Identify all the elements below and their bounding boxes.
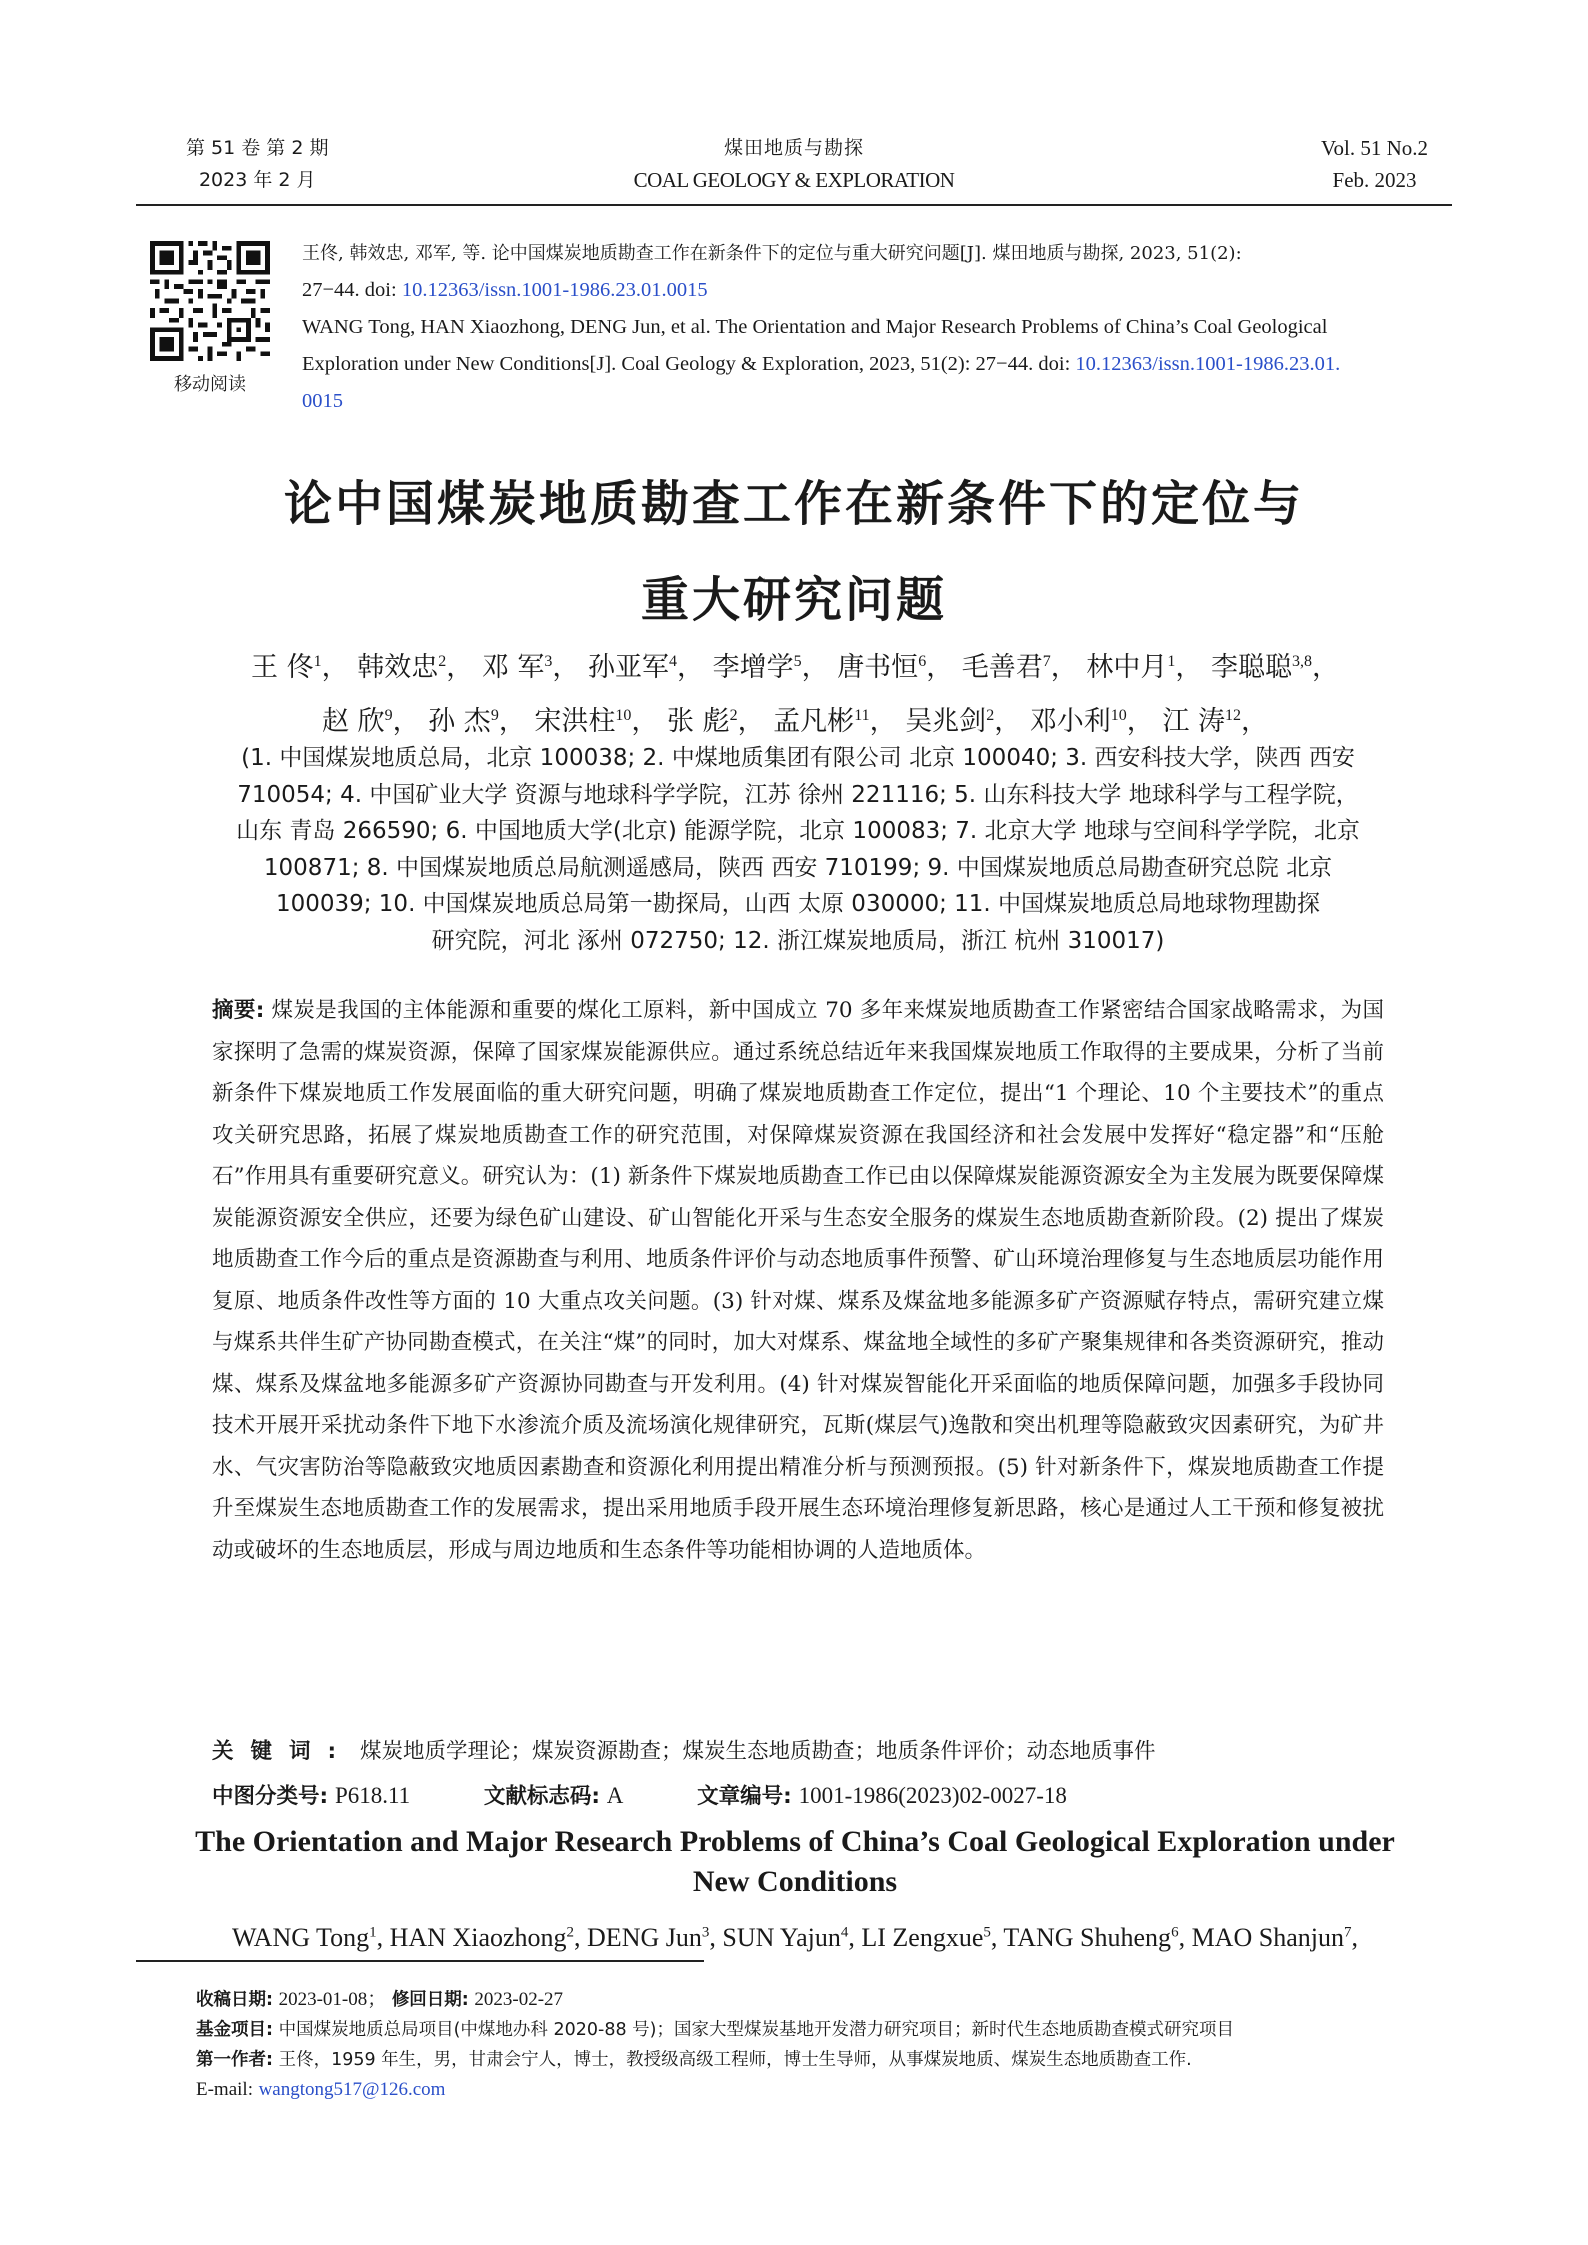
header-center <box>136 132 1452 196</box>
funding-line <box>196 2015 1452 2045</box>
author-affiliation-mark: 6 <box>918 653 927 670</box>
qr-code[interactable] <box>150 241 270 361</box>
affiliation-line: 100871; 8. 中国煤炭地质总局航测遥感局，陕西 西安 710199; 9. 中国煤炭地质总局勘查研究总院 北京 <box>263 854 1333 881</box>
affiliation-line: 100039; 10. 中国煤炭地质总局第一勘探局，山西 太原 030000; 11. 中国煤炭地质总局地球物理勘探 <box>275 891 1321 917</box>
author-name: SUN Yajun <box>722 1922 841 1952</box>
clc-label: 中图分类号: <box>212 1784 329 1809</box>
author-affiliation-mark: 6 <box>1171 1924 1179 1940</box>
author-name: 林中月 <box>1086 652 1168 683</box>
author <box>713 652 802 683</box>
author-name: 张 彪 <box>667 706 730 737</box>
revised-date: 2023-02-27 <box>474 1989 564 2010</box>
author-name: LI Zengxue <box>861 1922 984 1952</box>
first-author-label: 第一作者: <box>196 2050 273 2070</box>
email-line <box>196 2075 1452 2105</box>
author <box>357 652 446 683</box>
author-affiliation-mark: 2 <box>986 707 995 724</box>
author <box>534 706 631 737</box>
author <box>232 1923 377 1952</box>
author-name: HAN Xiaozhong <box>389 1922 567 1952</box>
author <box>1003 1923 1178 1952</box>
english-title-line-2: New Conditions <box>692 1865 898 1898</box>
author <box>1162 706 1241 737</box>
clc-value: P618.11 <box>334 1783 411 1808</box>
keywords <box>212 1732 1384 1772</box>
author-name: 毛善君 <box>961 652 1043 683</box>
english-title <box>140 1822 1450 1902</box>
affiliation-line: 710054; 4. 中国矿业大学 资源与地球科学学院，江苏 徐州 221116; 5. 山东科技大学 地球科学与工程学院， <box>237 781 1359 808</box>
author <box>1030 706 1127 737</box>
footnotes <box>196 1985 1452 2105</box>
author-affiliation-mark: 9 <box>384 707 393 724</box>
author <box>587 1923 709 1952</box>
author <box>428 706 499 737</box>
doi-link-en-cont[interactable]: 0015 <box>302 390 343 412</box>
author-affiliation-mark: 3 <box>544 653 553 670</box>
title-line-2: 重大研究问题 <box>640 572 947 628</box>
author-affiliation-mark: 1 <box>1167 653 1176 670</box>
author <box>667 706 738 737</box>
author-affiliation-mark: 9 <box>490 707 499 724</box>
abstract <box>212 990 1384 1571</box>
author-affiliation-mark: 3,8 <box>1291 653 1312 670</box>
author <box>251 652 322 683</box>
author <box>773 706 869 737</box>
author-affiliation-mark: 2 <box>729 707 738 724</box>
volume-issue-cn: 第 51 卷 第 2 期 <box>186 137 329 159</box>
article-id-value: 1001-1986(2023)02-0027-18 <box>798 1783 1067 1808</box>
citation-en-line2 <box>302 346 1452 383</box>
author-affiliation-mark: 4 <box>840 1924 849 1940</box>
author-affiliation-mark: 7 <box>1042 653 1051 670</box>
qr-label: 移动阅读 <box>174 374 246 395</box>
header-right <box>1321 132 1428 196</box>
author-affiliation-mark: 5 <box>983 1924 991 1940</box>
author-name: 唐书恒 <box>837 652 919 683</box>
author-affiliation-mark: 3 <box>701 1924 710 1940</box>
header-divider <box>136 204 1452 206</box>
journal-header <box>136 132 1452 204</box>
funding-text: 中国煤炭地质总局项目(中煤地办科 2020-88 号)；国家大型煤炭基地开发潜力研究项目；新时代生态地质勘查模式研究项目 <box>278 2020 1234 2040</box>
title-line-1: 论中国煤炭地质勘查工作在新条件下的定位与 <box>283 476 1304 532</box>
author-name: 赵 欣 <box>322 706 385 737</box>
journal-name-cn: 煤田地质与勘探 <box>723 137 864 159</box>
citation-cn-pages: 27−44. doi: <box>302 279 402 301</box>
author-name: 孙 杰 <box>428 706 491 737</box>
first-author-text: 王佟，1959 年生，男，甘肃会宁人，博士，教授级高级工程师，博士生导师，从事煤炭地质、煤炭生态地质勘查工作. <box>278 2050 1192 2070</box>
author <box>588 652 677 683</box>
author <box>1211 652 1312 683</box>
funding-label: 基金项目: <box>196 2020 273 2040</box>
keywords-text: 煤炭地质学理论；煤炭资源勘查；煤炭生态地质勘查；地质条件评价；动态地质事件 <box>359 1739 1156 1764</box>
abstract-label: 摘要: <box>212 998 265 1023</box>
author-affiliation-mark: 1 <box>369 1924 377 1940</box>
received-date: 2023-01-08； <box>278 1989 387 2010</box>
author-affiliation-mark: 1 <box>313 653 322 670</box>
author-name: 李增学 <box>712 652 794 683</box>
author <box>962 652 1051 683</box>
author <box>482 652 553 683</box>
author <box>905 706 994 737</box>
author-name: 江 涛 <box>1162 706 1225 737</box>
author <box>1192 1923 1352 1952</box>
author-affiliation-mark: 4 <box>669 653 677 670</box>
author-name: 孟凡彬 <box>773 706 855 737</box>
english-title-line-1: The Orientation and Major Research Problems of China’s Coal Geological Exploration under <box>195 1825 1395 1858</box>
author-affiliation-mark: 5 <box>793 653 802 670</box>
doi-link-cn[interactable]: 10.12363/issn.1001-1986.23.01.0015 <box>401 279 708 301</box>
citation-cn-text: 王佟, 韩效忠, 邓军, 等. 论中国煤炭地质勘查工作在新条件下的定位与重大研究问题[J]. 煤田地质与勘探, 2023, 51(2): <box>302 243 1242 264</box>
author <box>322 706 393 737</box>
author-list: 王 佟$^1$， 韩效忠$^2$， 邓 军$^3$， 孙亚军$^4$， 李增学$^5$， 唐书恒$^6$， 毛善君$^7$， 林中月$^1$， 李聪聪$^{3,8}$， 赵 欣$^9$， 孙 杰$^9$， 宋洪柱$^{10}$， 张 彪$^2$， 孟凡彬$^{11}$， 吴兆剑$^2$， 邓小利$^{10}$， 江 涛$^{12}$， <box>251 652 1339 737</box>
keywords-label: 关键词: <box>212 1739 354 1764</box>
affiliation-line: 研究院，河北 涿州 072750; 12. 浙江煤炭地质局，浙江 杭州 310017) <box>431 927 1165 954</box>
doc-code-label: 文献标志码: <box>483 1784 600 1809</box>
citation-block <box>302 235 1452 420</box>
first-author-line <box>196 2045 1452 2075</box>
footnote-divider <box>136 1960 704 1962</box>
author-affiliation-mark: 7 <box>1343 1924 1352 1940</box>
classification-line <box>212 1776 1384 1817</box>
author-name: 邓小利 <box>1029 706 1111 737</box>
author-name: 王 佟 <box>251 652 314 683</box>
affiliations <box>142 740 1454 959</box>
volume-issue-en: Vol. 51 No.2 <box>1321 136 1428 160</box>
author <box>861 1923 991 1952</box>
paper-title <box>0 456 1588 648</box>
affiliation-line: (1. 中国煤炭地质总局，北京 100038; 2. 中煤地质集团有限公司 北京 100040; 3. 西安科技大学，陕西 西安 <box>241 745 1355 771</box>
author <box>390 1923 574 1952</box>
citation-en-text2: Exploration under New Conditions[J]. Coal Geology & Exploration, 2023, 51(2): 27−44. doi: <box>302 353 1076 375</box>
doi-link-en[interactable]: 10.12363/issn.1001-1986.23.01. <box>1075 353 1341 375</box>
author-name: MAO Shanjun <box>1191 1922 1344 1952</box>
author <box>722 1923 848 1952</box>
author-name: DENG Jun <box>587 1922 702 1952</box>
citation-cn-line2 <box>302 272 1452 309</box>
author <box>1086 652 1175 683</box>
english-author-list: WANG Tong$^1$, HAN Xiaozhong$^2$, DENG Jun$^3$, SUN Yajun$^4$, LI Zengxue$^5$, TANG Shuheng$^6$, MAO Shanjun$^7$, <box>232 1922 1358 1952</box>
author-affiliation-mark: 10 <box>615 707 632 724</box>
email-label: E-mail: <box>196 2079 253 2100</box>
received-label: 收稿日期: <box>196 1990 273 2010</box>
date-en: Feb. 2023 <box>1332 168 1417 192</box>
author-affiliation-mark: 11 <box>854 707 870 724</box>
doc-code-value: A <box>606 1783 624 1808</box>
author-name: 邓 军 <box>481 652 545 683</box>
author-name: 吴兆剑 <box>905 706 987 737</box>
author-name: 李聪聪 <box>1210 652 1292 683</box>
author-affiliation-mark: 2 <box>566 1924 575 1940</box>
author-name: TANG Shuheng <box>1003 1922 1172 1952</box>
citation-cn <box>302 235 1452 272</box>
author-name: 韩效忠 <box>357 652 439 683</box>
abstract-text: 煤炭是我国的主体能源和重要的煤化工原料，新中国成立 70 多年来煤炭地质勘查工作紧密结合国家战略需求，为国家探明了急需的煤炭资源，保障了国家煤炭能源供应。通过系统总结近年来我国煤炭地质工作取得的主要成果，分析了当前新条件下煤炭地质工作发展面临的重大研究问题，明确了煤炭地质勘查工作定位，提出“1 个理论、10 个主要技术”的重点攻关研究思路，拓展了煤炭地质勘查工作的研究范围，对保障煤炭资源在我国经济和社会发展中发挥好“稳定器”和“压舱石”作用具有重要研究意义。研究认为：(1) 新条件下煤炭地质勘查工作已由以保障煤炭能源资源安全为主发展为既要保障煤炭能源资源安全供应，还要为绿色矿山建设、矿山智能化开采与生态安全服务的煤炭生态地质勘查新阶段。(2) 提出了煤炭地质勘查工作今后的重点是资源勘查与利用、地质条件评价与动态地质事件预警、矿山环境治理修复与生态地质层功能作用复原、地质条件改性等方面的 10 大重点攻关问题。(3) 针对煤、煤系及煤盆地多能源多矿产资源赋存特点，需研究建立煤与煤系共伴生矿产协同勘查模式，在关注“煤”的同时，加大对煤系、煤盆地全域性的多矿产聚集规律和各类资源研究，推动煤、煤系及煤盆地多能源多矿产资源协同勘查与开发利用。(4) 针对煤炭智能化开采面临的地质保障问题，加强多手段协同技术开展开采扰动条件下地下水渗流介质及流场演化规律研究，瓦斯(煤层气)逸散和突出机理等隐蔽致灾因素研究，为矿井水、气灾害防治等隐蔽致灾地质因素勘查和资源化利用提出精准分析与预测预报。(5) 针对新条件下，煤炭地质勘查工作提升至煤炭生态地质勘查工作的发展需求，提出采用地质手段开展生态环境治理修复新思路，核心是通过人工干预和修复被扰动或破坏的生态地质层，形成与周边地质和生态条件等功能相协调的人造地质体。 <box>212 998 1384 1563</box>
author-name: WANG Tong <box>232 1922 370 1952</box>
affiliation-line: 山东 青岛 266590; 6. 中国地质大学(北京) 能源学院，北京 100083; 7. 北京大学 地球与空间科学学院，北京 <box>236 818 1360 844</box>
citation-en-line3 <box>302 383 1452 420</box>
email-link[interactable]: wangtong517@126.com <box>258 2079 446 2100</box>
author <box>837 652 926 683</box>
dates-line <box>196 1985 1452 2015</box>
date-cn: 2023 年 2 月 <box>198 169 316 191</box>
article-id-label: 文章编号: <box>697 1784 792 1809</box>
citation-en-line1: WANG Tong, HAN Xiaozhong, DENG Jun, et al. The Orientation and Major Research Problems of China’s Coal Geological <box>302 316 1328 338</box>
author-name: 宋洪柱 <box>534 706 616 737</box>
author-affiliation-mark: 10 <box>1110 707 1127 724</box>
revised-label: 修回日期: <box>391 1990 469 2010</box>
author-affiliation-mark: 12 <box>1224 707 1241 724</box>
author-name: 孙亚军 <box>588 652 669 683</box>
author-affiliation-mark: 2 <box>438 653 447 670</box>
journal-name-en: COAL GEOLOGY & EXPLORATION <box>633 168 955 192</box>
